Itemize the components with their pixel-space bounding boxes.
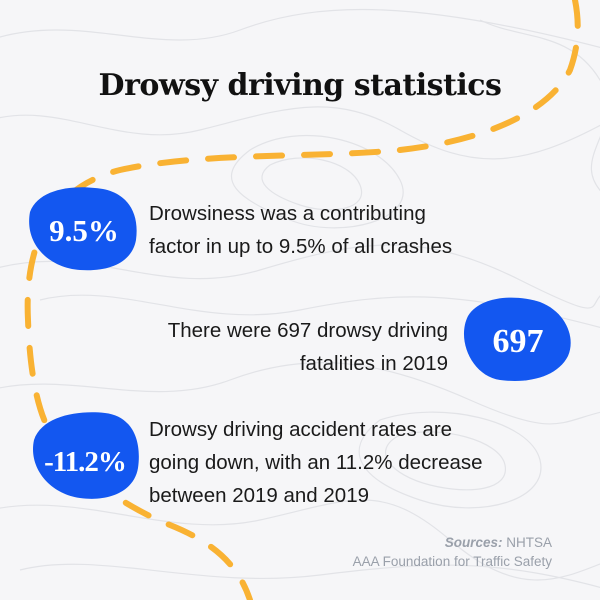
source-nhtsa: NHTSA — [506, 535, 552, 550]
page-title: Drowsy driving statistics — [98, 68, 502, 103]
source-aaa: AAA Foundation for Traffic Safety — [352, 554, 552, 569]
stat-text-1 — [149, 197, 452, 263]
stat-3-line-3: between 2019 and 2019 — [149, 484, 370, 507]
stat-3-line-2: going down, with an 11.2% decrease — [149, 451, 483, 474]
stat-text-2 — [168, 314, 448, 380]
stat-badge-2: 697 — [492, 323, 544, 360]
stat-3-line-1: Drowsy driving accident rates are — [149, 418, 453, 441]
stat-2-line-1: There were 697 drowsy driving — [167, 319, 448, 342]
stat-1-line-1: Drowsiness was a contributing — [149, 202, 426, 225]
stat-text-3 — [149, 413, 483, 512]
stat-2-line-2: fatalities in 2019 — [299, 352, 448, 375]
stat-1-line-2: factor in up to 9.5% of all crashes — [149, 235, 453, 258]
sources-label: Sources: — [444, 535, 503, 550]
sources — [353, 533, 552, 571]
stat-badge-1: 9.5% — [49, 213, 119, 248]
stat-badge-3: -11.2% — [44, 445, 126, 478]
